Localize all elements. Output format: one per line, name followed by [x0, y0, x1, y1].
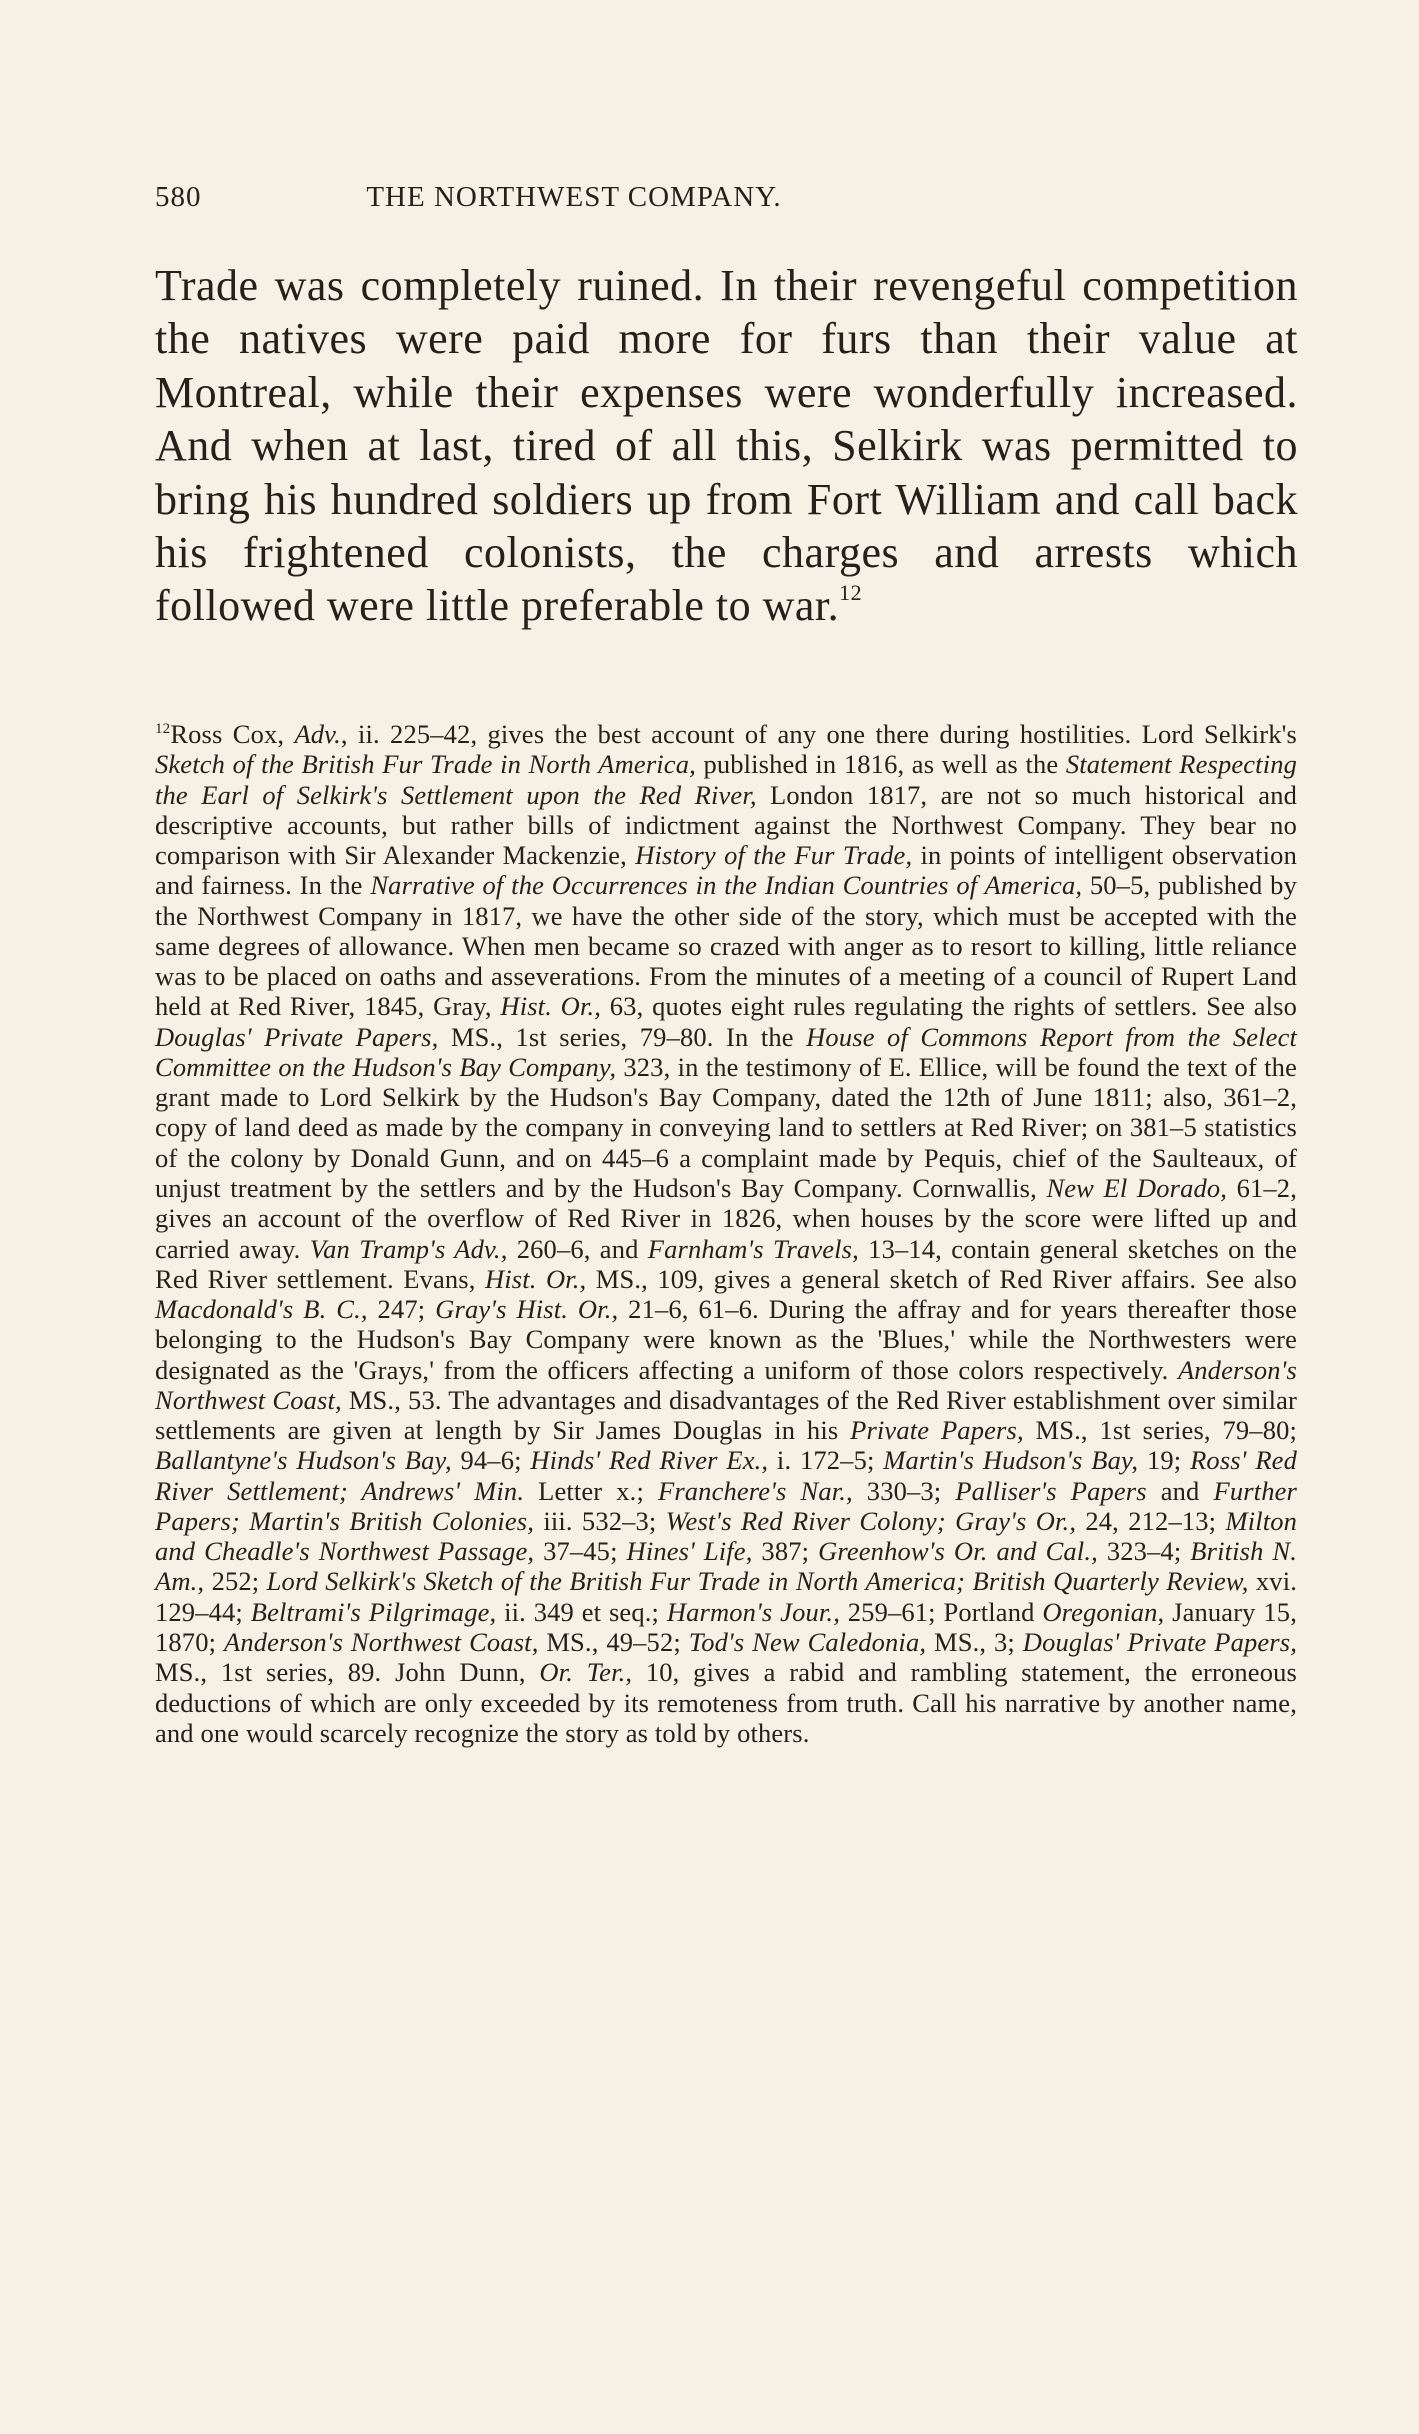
- footnote-text: MS., 49–52;: [538, 1626, 689, 1657]
- footnote-citation-title: Further Papers; Martin's British Colonies,: [155, 1475, 1297, 1536]
- footnote-text: Letter x.;: [524, 1475, 658, 1506]
- body-paragraph: [155, 259, 1298, 633]
- footnote-text: MS., 1st series, 79–80. In the: [438, 1021, 807, 1052]
- footnote-citation-title: Ross' Red River Settlement; Andrews' Min.: [155, 1445, 1297, 1506]
- footnote-text: 259–61; Portland: [839, 1596, 1043, 1627]
- page-header: [155, 181, 993, 221]
- footnote-text: MS., 1st series, 79–80;: [1023, 1415, 1298, 1446]
- footnote-marker: 12: [155, 721, 171, 737]
- running-head: THE NORTHWEST COMPANY.: [366, 181, 782, 213]
- footnote-citation-title: British N. Am.,: [155, 1536, 1298, 1597]
- footnote-text: 10, gives a rabid and rambling statement, the erroneous deductions of which are only exceeded by its remoteness from truth. Call his narrative by another name, and one would scarcely recognize the story as told by others.: [155, 1657, 1297, 1748]
- footnote-text: 323, in the testimony of E. Ellice, will be found the text of the grant made to Lord Selkirk by the Hudson's Bay Company, dated the 12th of June 1811; also, 361–2, copy of land deed as made by the company in conveying land to settlers at Red River; on 381–5 statistics of the colony by Donald Gunn, and on 445–6 a complaint made by Pequis, chief of the Saulteaux, of unjust treatment by the settlers and by the Hudson's Bay Company. Cornwallis,: [155, 1051, 1297, 1203]
- page-number: 580: [155, 181, 202, 213]
- footnote-citation-title: Douglas' Private Papers,: [155, 1021, 439, 1052]
- footnote-citation-title: Anderson's Northwest Coast,: [155, 1354, 1297, 1415]
- footnote-citation-title: Private Papers,: [850, 1415, 1024, 1446]
- footnote-text: xvi. 129–44;: [155, 1566, 1297, 1627]
- footnote-text: MS., 53. The advantages and disadvantages of the Red River establishment over similar settlements are given at length by Sir James Douglas in his: [155, 1384, 1297, 1446]
- footnote-text: Ross Cox,: [170, 719, 295, 749]
- footnote-text: iii. 532–3;: [534, 1505, 666, 1536]
- footnote-citation-title: Anderson's Northwest Coast,: [223, 1626, 539, 1657]
- footnote-text: 19;: [1138, 1445, 1191, 1476]
- footnote-text: 61–2, gives an account of the overflow of Red River in 1826, when houses by the score were lifted up and carried away.: [155, 1172, 1297, 1264]
- footnote-citation-title: Gray's Hist. Or.,: [435, 1294, 619, 1325]
- footnote-citation-title: Martin's Hudson's Bay,: [883, 1445, 1139, 1476]
- footnote-text: published in 1816, as well as the: [695, 749, 1066, 780]
- footnote-citation-title: History of the Fur Trade,: [635, 840, 913, 871]
- footnote-text: 247;: [367, 1294, 436, 1325]
- footnote-citation-title: Hist. Or.,: [484, 1263, 587, 1294]
- footnote-citation-title: Hines' Life,: [626, 1536, 753, 1567]
- footnote-citation-title: Franchere's Nar.,: [657, 1475, 853, 1506]
- footnote-citation-title: Macdonald's B. C.,: [155, 1294, 368, 1325]
- footnote-citation-title: Lord Selkirk's Sketch of the British Fur Trade in North America; British Quarterly Review,: [266, 1566, 1249, 1597]
- footnote-citation-title: Oregonian,: [1042, 1596, 1165, 1627]
- footnote-text: and: [1146, 1475, 1214, 1506]
- footnote-text: 387;: [752, 1536, 819, 1567]
- footnote-text: 94–6;: [451, 1445, 531, 1476]
- footnote-text: 24, 212–13;: [1076, 1505, 1226, 1536]
- footnote-citation-title: Greenhow's Or. and Cal.,: [818, 1536, 1098, 1567]
- footnote-citation-title: West's Red River Colony; Gray's Or.,: [665, 1505, 1077, 1536]
- footnote-citation-title: Narrative of the Occurrences in the Indian Countries of America,: [370, 870, 1083, 901]
- footnote-citation-title: Or. Ter.,: [539, 1657, 633, 1688]
- footnote-citation-title: Adv.: [294, 719, 341, 749]
- footnote-citation-title: House of Commons Report from the Select Committee on the Hudson's Bay Company,: [155, 1021, 1298, 1082]
- footnote-text: 63, quotes eight rules regulating the rights of settlers. See also: [601, 991, 1298, 1022]
- footnote-citation-title: Ballantyne's Hudson's Bay,: [155, 1445, 452, 1476]
- footnote-text: in points of intelligent observation and fairness. In the: [155, 840, 1297, 901]
- footnote-reference: 12: [839, 580, 863, 606]
- footnote-text: MS., 109, gives a general sketch of Red River affairs. See also: [586, 1263, 1297, 1294]
- footnote-text: 323–4;: [1097, 1536, 1191, 1567]
- footnote-citation-title: Milton and Cheadle's Northwest Passage,: [155, 1505, 1298, 1567]
- footnote-citation-title: Hist. Or.,: [500, 991, 602, 1022]
- footnote: [155, 719, 1297, 1748]
- footnote-text: 252;: [204, 1566, 267, 1597]
- footnote-citation-title: Sketch of the British Fur Trade in North America,: [155, 749, 696, 780]
- footnote-text: 21–6, 61–6. During the affray and for years thereafter those belonging to the Hudson's Bay Company were known as the 'Blues,' while the Northwesters were designated as the 'Grays,' from the officers affecting a uniform of those colors respectively.: [155, 1294, 1297, 1385]
- footnote-citation-title: Palliser's Papers: [955, 1475, 1147, 1506]
- footnote-text: 50–5, published by the Northwest Company in 1817, we have the other side of the story, which must be accepted with the same degrees of allowance. When men became so crazed with anger as to resort to killing, little reliance was to be placed on oaths and asseverations. From the minutes of a meeting of a council of Rupert Land held at Red River, 1845, Gray,: [155, 870, 1297, 1022]
- footnote-text: January 15, 1870;: [155, 1596, 1297, 1657]
- footnote-citation-title: New El Dorado,: [1046, 1172, 1228, 1203]
- footnote-text: ii. 349 et seq.;: [496, 1596, 667, 1627]
- footnote-text: , ii. 225–42, gives the best account of any one there during hostilities. Lord Selkirk's: [340, 719, 1298, 749]
- footnote-citation-title: Hinds' Red River Ex.,: [530, 1445, 769, 1476]
- footnote-citation-title: Statement Respecting the Earl of Selkirk's Settlement upon the Red River,: [155, 749, 1298, 810]
- footnote-text: MS., 1st series, 89. John Dunn,: [155, 1657, 540, 1688]
- footnote-text: 13–14, contain general sketches on the Red River settlement. Evans,: [155, 1233, 1297, 1294]
- footnote-text: 330–3;: [852, 1475, 956, 1506]
- footnote-text: 260–6, and: [507, 1233, 648, 1264]
- footnote-citation-title: Van Tramp's Adv.,: [309, 1233, 508, 1264]
- body-text: Trade was completely ruined. In their revengeful competition the natives were paid more for furs than their value at Montreal, while their expenses were wonderfully increased. And when at last, tired of all this, Selkirk was permitted to bring his hundred soldiers up from Fort William and call back his frightened colonists, the charges and arrests which followed were little preferable to war.: [155, 261, 1298, 631]
- footnote-text: London 1817, are not so much historical and descriptive accounts, but rather bills of indictment against the Northwest Company. They bear no comparison with Sir Alexander Mackenzie,: [155, 779, 1297, 871]
- footnote-text: i. 172–5;: [768, 1445, 884, 1476]
- footnote-citation-title: Beltrami's Pilgrimage,: [250, 1596, 497, 1627]
- footnote-text: 37–45;: [534, 1536, 627, 1567]
- footnote-citation-title: Douglas' Private Papers,: [1022, 1626, 1298, 1657]
- footnote-text: MS., 3;: [926, 1626, 1023, 1657]
- footnote-citation-title: Harmon's Jour.,: [666, 1596, 840, 1627]
- footnote-citation-title: Farnham's Travels,: [647, 1233, 859, 1264]
- footnote-citation-title: Tod's New Caledonia,: [688, 1626, 927, 1657]
